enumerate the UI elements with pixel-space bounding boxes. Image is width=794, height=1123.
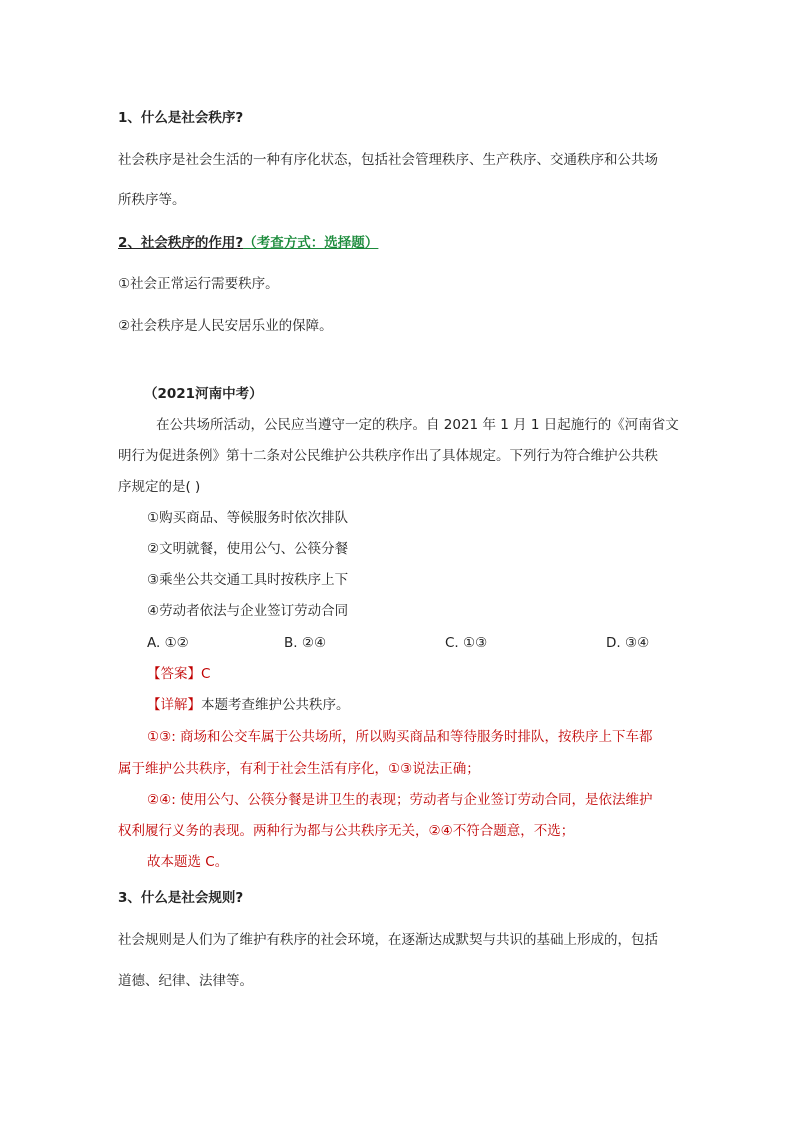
section3-heading: 3、什么是社会规则? xyxy=(118,890,244,906)
section2-heading: 2、社会秩序的作用? xyxy=(118,235,244,251)
detail-row xyxy=(147,695,350,715)
analysis1-line2: 属于维护公共秩序，有利于社会生活有序化，①③说法正确； xyxy=(118,761,480,777)
section1-body-line2: 所秩序等。 xyxy=(118,192,186,208)
question-source: （2021河南中考） xyxy=(144,386,263,402)
question-stem-line3: 序规定的是( ) xyxy=(118,479,201,495)
analysis1-line1: ①③: 商场和公交车属于公共场所，所以购买商品和等待服务时排队，按秩序上下车都 xyxy=(147,729,653,745)
exam-type-tag: （考查方式：选择题） xyxy=(243,235,379,251)
section3-body-line2: 道德、纪律、法律等。 xyxy=(118,973,253,989)
section2-point2: ②社会秩序是人民安居乐业的保障。 xyxy=(118,318,333,334)
section2-point1: ①社会正常运行需要秩序。 xyxy=(118,276,279,292)
analysis2-line2: 权利履行义务的表现。两种行为都与公共秩序无关，②④不符合题意，不选； xyxy=(118,823,575,839)
question-item-3: ③乘坐公共交通工具时按秩序上下 xyxy=(147,572,349,588)
question-item-2: ②文明就餐，使用公勺、公筷分餐 xyxy=(147,541,349,557)
answer-value: C xyxy=(201,666,211,682)
detail-label: 【详解】 xyxy=(147,697,201,713)
conclusion: 故本题选 C。 xyxy=(147,854,229,870)
answer-row xyxy=(147,664,210,684)
option-b: B. ②④ xyxy=(284,635,327,651)
section2-heading-row xyxy=(118,233,378,253)
answer-label: 【答案】 xyxy=(147,666,201,682)
question-stem-line1: 在公共场所活动，公民应当遵守一定的秩序。自 2021 年 1 月 1 日起施行的《河南省文 xyxy=(156,417,679,433)
option-d: D. ③④ xyxy=(606,635,650,651)
section1-body-line1: 社会秩序是社会生活的一种有序化状态，包括社会管理秩序、生产秩序、交通秩序和公共场 xyxy=(118,152,658,168)
question-stem-line2: 明行为促进条例》第十二条对公民维护公共秩序作出了具体规定。下列行为符合维护公共秩 xyxy=(118,448,658,464)
analysis2-line1: ②④: 使用公勺、公筷分餐是讲卫生的表现；劳动者与企业签订劳动合同，是依法维护 xyxy=(147,792,653,808)
question-item-4: ④劳动者依法与企业签订劳动合同 xyxy=(147,603,349,619)
detail-intro: 本题考查维护公共秩序。 xyxy=(201,697,350,713)
section1-heading: 1、什么是社会秩序? xyxy=(118,110,244,126)
section3-body-line1: 社会规则是人们为了维护有秩序的社会环境，在逐渐达成默契与共识的基础上形成的，包括 xyxy=(118,932,658,948)
option-a: A. ①② xyxy=(147,635,189,651)
option-c: C. ①③ xyxy=(445,635,488,651)
question-item-1: ①购买商品、等候服务时依次排队 xyxy=(147,510,349,526)
